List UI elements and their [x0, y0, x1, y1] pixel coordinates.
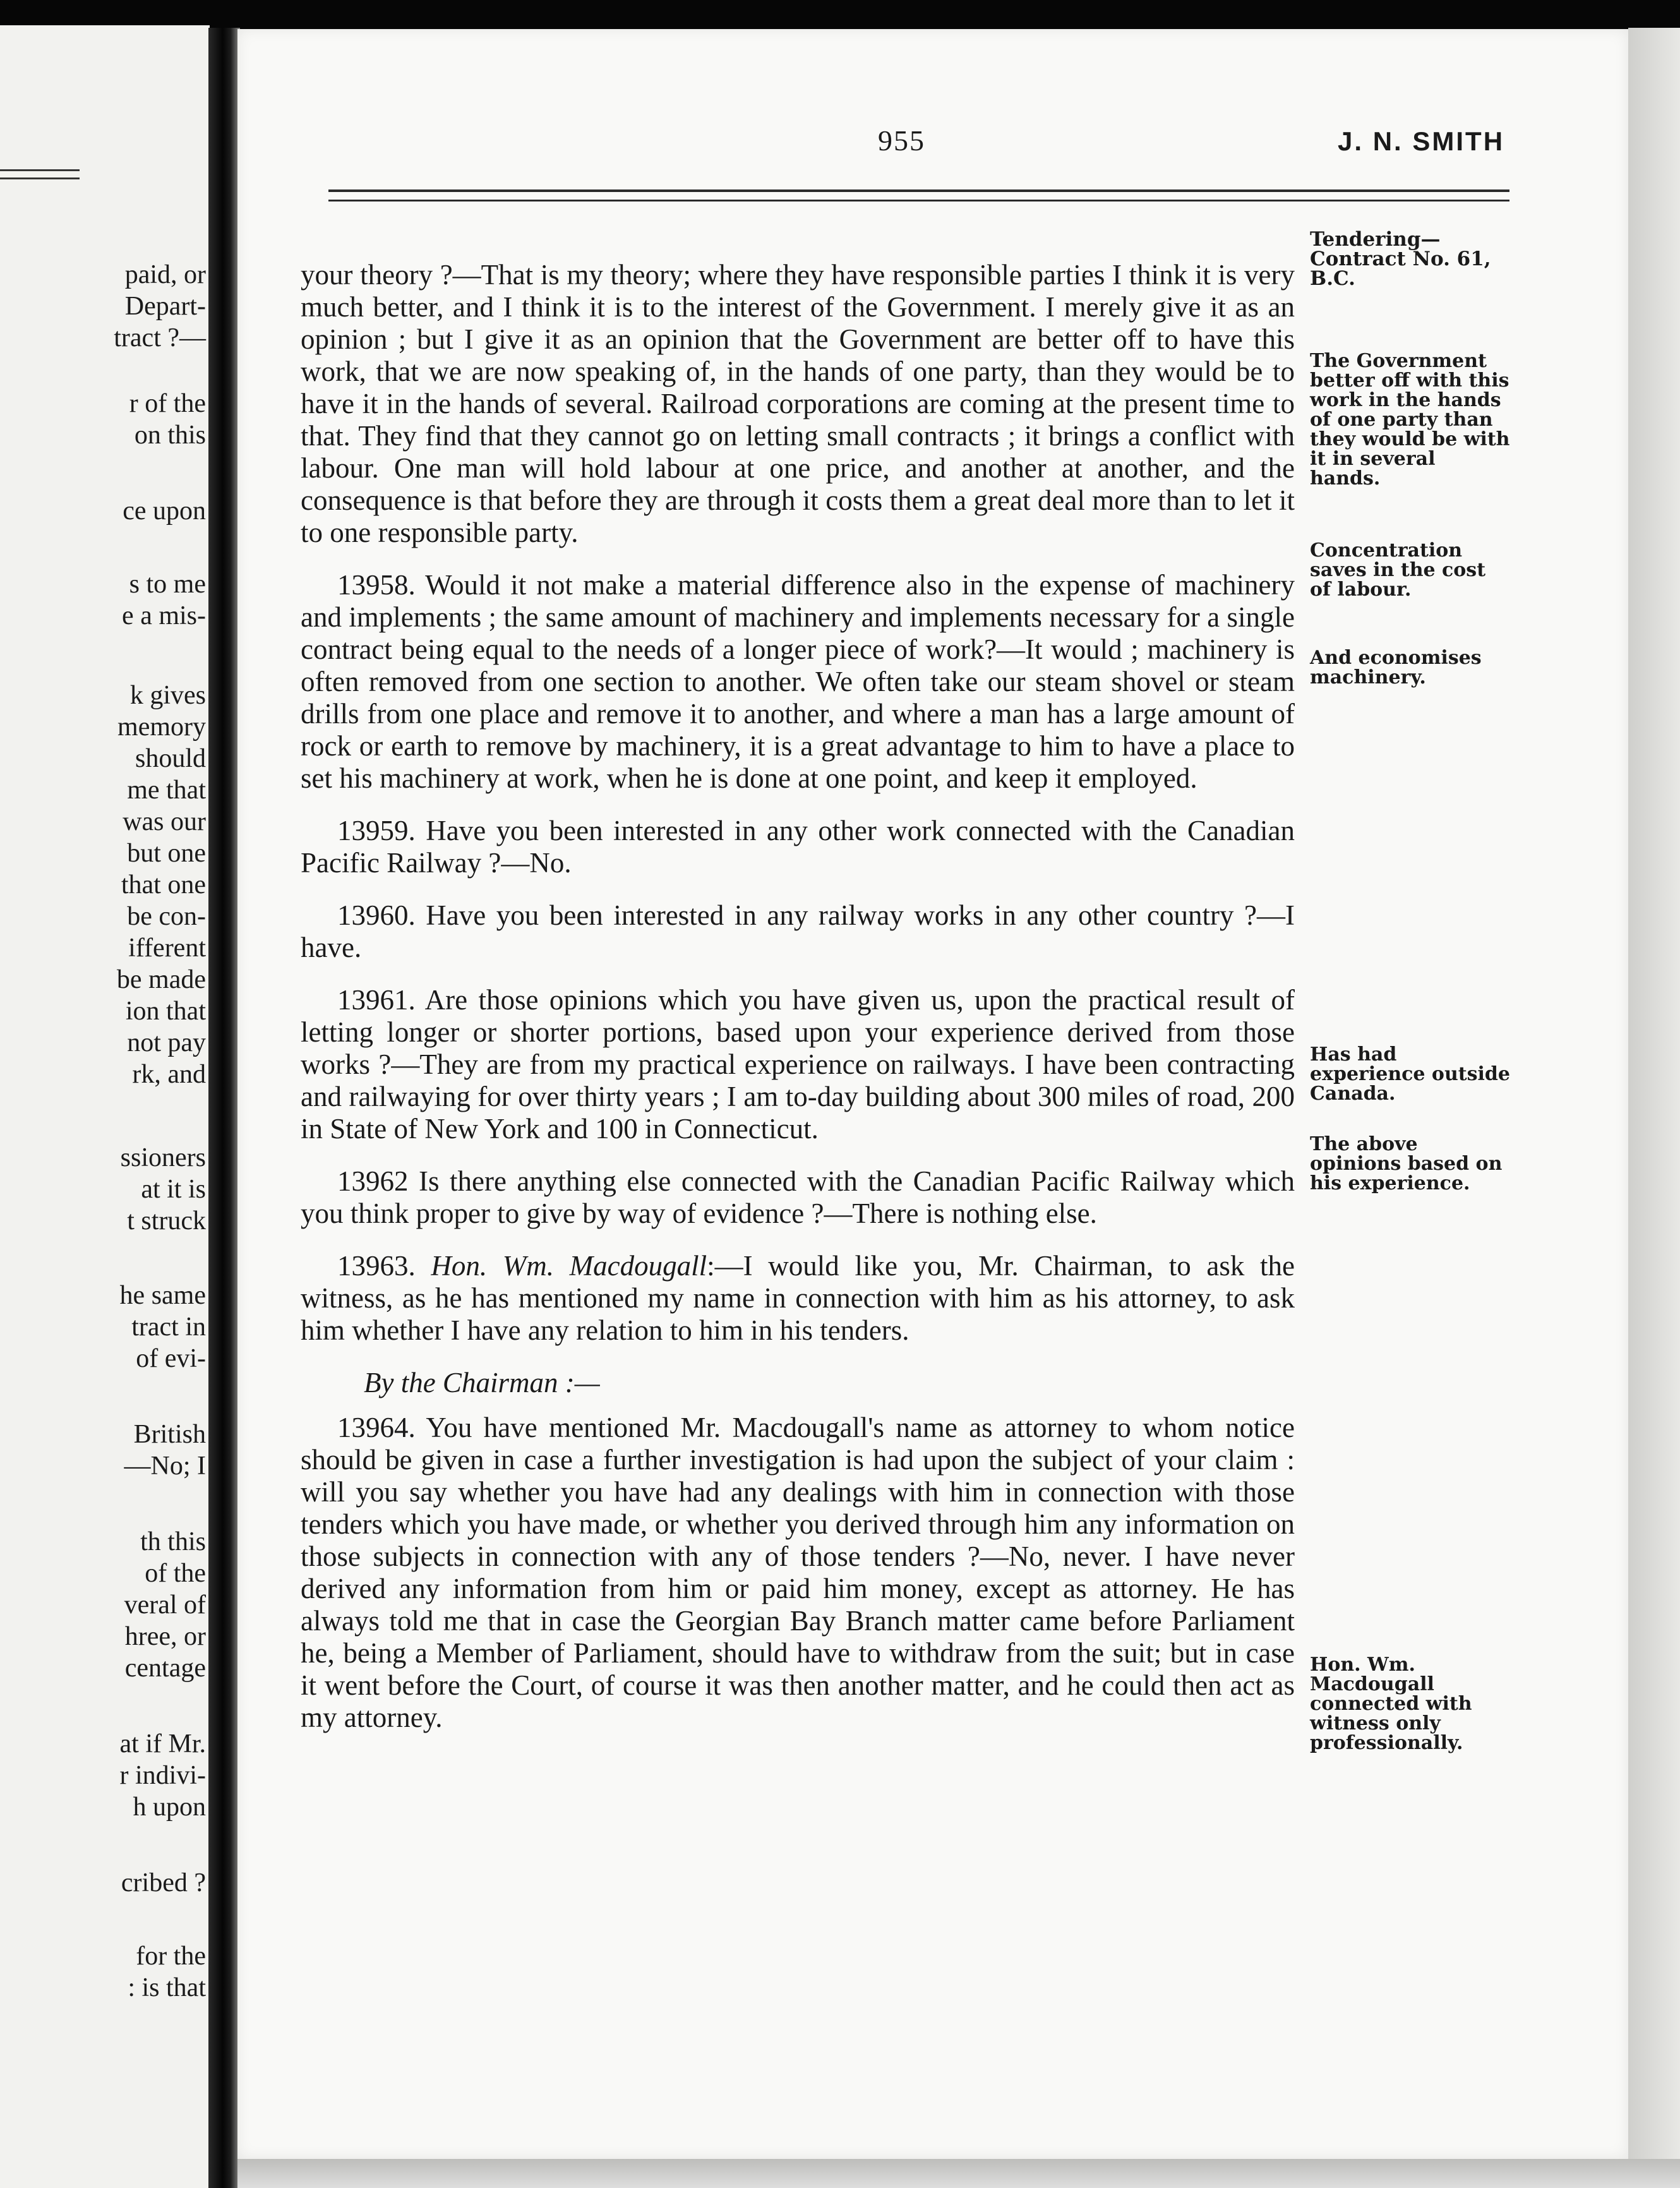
scan-top-border: [0, 0, 1680, 30]
margin-note: The above opinions based on his experience.: [1310, 1133, 1503, 1194]
facing-page-line: he same: [119, 1281, 206, 1310]
facing-page-line: should: [135, 744, 206, 773]
facing-page-line: ssioners: [120, 1143, 206, 1172]
paragraph-13959: 13959. Have you been interested in any other work connected with the Canadian Pacific Railway ?—No.: [301, 815, 1295, 879]
facing-page-line: r indivi-: [119, 1761, 206, 1790]
facing-page-line: ifferent: [128, 934, 206, 963]
facing-page-line: be made: [116, 965, 206, 994]
facing-page-line: hree, or: [124, 1622, 206, 1651]
speaker-name: Hon. Wm. Macdougall: [431, 1250, 707, 1282]
facing-page-line: was our: [123, 807, 206, 836]
margin-note-title: Tendering—Contract No. 61, B.C.: [1310, 228, 1491, 290]
facing-page-line: rk, and: [132, 1060, 206, 1089]
running-head: J. N. SMITH: [1338, 126, 1505, 156]
book-gutter: [208, 28, 240, 2188]
facing-page-line: th this: [140, 1527, 206, 1556]
facing-page-line: of evi-: [136, 1344, 206, 1373]
facing-page-line: tract ?—: [114, 323, 206, 352]
facing-page-line: that one: [121, 870, 206, 899]
facing-page-line: k gives: [129, 681, 206, 710]
facing-page-line: Depart-: [124, 292, 206, 321]
paragraph-answer-continued: your theory ?—That is my theory; where they have responsible parties I think it is very much better, and I think it is to the interest of the Government. I merely give it as an opinion ; but I give it as an opinion that the Government are better off to have this work, that we are now speaking of, in the hands of one party, than they would be to have it in the hands of several. Railroad corporations are coming at the present time to that. They find that they cannot go on letting small contracts ; it brings a conflict with labour. One man will hold labour at one price, and another at another, and the consequence is that before they are through it costs them a great deal more than to let it to one responsible party.: [301, 259, 1295, 548]
margin-note: And economises machinery.: [1310, 647, 1482, 688]
scan-bottom-border: [237, 2159, 1680, 2188]
section-heading: By the Chairman :—: [364, 1367, 600, 1398]
margin-note: Concentration saves in the cost of labour.: [1310, 539, 1486, 601]
facing-page-line: at it is: [141, 1175, 206, 1204]
facing-page-line: —No; I: [124, 1452, 206, 1481]
facing-page-line: paid, or: [124, 260, 206, 289]
facing-page-line: : is that: [128, 1973, 206, 2002]
facing-page-line: s to me: [129, 570, 206, 599]
facing-page-line: British: [133, 1420, 206, 1449]
page-edge: [1628, 28, 1680, 2188]
facing-page-line: h upon: [133, 1793, 206, 1822]
paragraph-13964: 13964. You have mentioned Mr. Macdougall's name as attorney to whom notice should be given in case a further investigation is had upon the subject of your claim : will you say whether you have had any dealings with him in connection with those tenders which you have made, or whether you derived through him any information on those subjects in connection with any of those tenders ?—No, never. I have never derived any information from him or paid him money, except as attorney. He has always told me that in case the Georgian Bay Branch matter came before Parliament he, being a Member of Parliament, should have to withdraw from the suit; but in case it went before the Court, of course it was then another matter, and he could then act as my attorney.: [301, 1412, 1295, 1733]
facing-page-line: not pay: [127, 1028, 206, 1057]
testimony-body: [301, 259, 1295, 1754]
paragraph-13961: 13961. Are those opinions which you have given us, upon the practical result of letting longer or shorter portions, based upon your experience derived from those works ?—They are from my practical experience on railways. I have been contracting and railwaying for over thirty years ; I am to-day building about 300 miles of road, 200 in State of New York and 100 in Connecticut.: [301, 984, 1295, 1145]
facing-page-fragment: [0, 25, 210, 2188]
paragraph-13958: 13958. Would it not make a material difference also in the expense of machinery and implements ; the same amount of machinery and implements necessary for a single contract being equal to the needs of a longer piece of work?—It would ; machinery is often removed from one section to another. We often take our steam shovel or steam drills from one place and remove it to another, and where a man has a large amount of rock or earth to remove by machinery, it is a great advantage to him to have a place to set his machinery at work, when he is done at one point, and keep it employed.: [301, 569, 1295, 794]
facing-page-line: but one: [127, 839, 206, 868]
facing-page-line: tract in: [131, 1313, 206, 1342]
speaker-statement: :—I would like you, Mr. Chairman, to ask the witness, as he has mentioned my name in connection with him as his attorney, to ask him whether I have any relation to him in his tenders.: [301, 1250, 1295, 1346]
facing-page-line: of the: [145, 1559, 206, 1588]
header-rule: [328, 189, 1509, 201]
paragraph-13962: 13962 Is there anything else connected with the Canadian Pacific Railway which you think proper to give by way of evidence ?—There is nothing else.: [301, 1165, 1295, 1229]
facing-page-line: for the: [136, 1942, 206, 1971]
question-number: 13963.: [337, 1250, 416, 1282]
margin-note: Hon. Wm. Macdougall connected with witness only professionally.: [1310, 1654, 1472, 1754]
facing-page-line: me that: [127, 776, 206, 805]
facing-page-line: ce upon: [123, 496, 206, 526]
facing-page-line: on this: [134, 421, 206, 450]
margin-note: Has had experience outside Canada.: [1310, 1043, 1510, 1105]
paragraph-13960: 13960. Have you been interested in any railway works in any other country ?—I have.: [301, 899, 1295, 963]
page-number: 955: [878, 124, 925, 157]
facing-page-line: e a mis-: [122, 601, 206, 630]
facing-page-line: cribed ?: [121, 1868, 206, 1897]
facing-page-line: ion that: [125, 997, 206, 1026]
facing-page-line: centage: [124, 1654, 206, 1683]
facing-page-line: t struck: [127, 1206, 206, 1235]
facing-page-line: r of the: [129, 389, 206, 418]
margin-note: The Government better off with this work in the hands of one party than they would be with it in several hands.: [1310, 350, 1510, 490]
facing-page-line: veral of: [124, 1590, 206, 1620]
paragraph-13963: [301, 1250, 1295, 1347]
facing-page-line: memory: [117, 712, 206, 742]
facing-page-line: at if Mr.: [119, 1729, 206, 1758]
facing-page-rule: [0, 169, 80, 179]
facing-page-line: be con-: [127, 902, 206, 931]
